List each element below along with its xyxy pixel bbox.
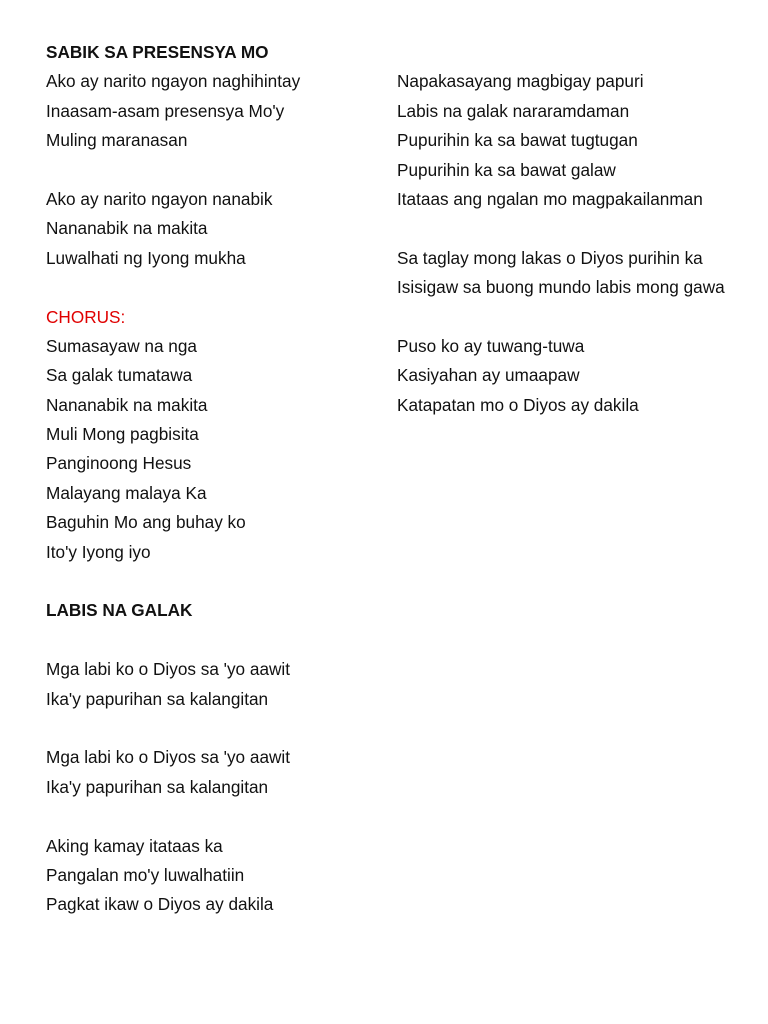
lyric-line: Ako ay narito ngayon naghihintay <box>46 71 301 92</box>
stanza-break <box>46 626 376 655</box>
lyric-line: Muling maranasan <box>46 130 188 151</box>
chorus-line: Baguhin Mo ang buhay ko <box>46 512 246 533</box>
lyric-line: Mga labi ko o Diyos sa 'yo aawit <box>46 659 291 680</box>
lyric-line: Pagkat ikaw o Diyos ay dakila <box>46 894 274 915</box>
lyric-line: Luwalhati ng Iyong mukha <box>46 247 246 268</box>
right-column <box>397 38 737 420</box>
lyric-line: Ika'y papurihan sa kalangitan <box>46 688 269 709</box>
chorus-line: Muli Mong pagbisita <box>46 424 199 445</box>
chorus-line: Panginoong Hesus <box>46 453 192 474</box>
lyric-line: Napakasayang magbigay papuri <box>397 71 644 92</box>
stanza-break <box>46 802 376 831</box>
lyric-line: Aking kamay itataas ka <box>46 835 223 856</box>
chorus-label: CHORUS: <box>46 306 126 327</box>
lyric-line: Isisigaw sa buong mundo labis mong gawa <box>397 277 725 298</box>
stanza-break <box>46 567 376 596</box>
lyric-line: Ako ay narito ngayon nanabik <box>46 188 273 209</box>
stanza-break <box>46 714 376 743</box>
lyric-line: Sa taglay mong lakas o Diyos purihin ka <box>397 247 703 268</box>
left-column <box>46 38 376 920</box>
lyric-line: Inaasam-asam presensya Mo'y <box>46 100 285 121</box>
chorus-line: Sa galak tumatawa <box>46 365 193 386</box>
lyric-line: Mga labi ko o Diyos sa 'yo aawit <box>46 747 291 768</box>
lyric-line: Itataas ang ngalan mo magpakailanman <box>397 188 703 209</box>
stanza-break <box>46 156 376 185</box>
title-spacer <box>397 38 737 67</box>
lyric-line: Pupurihin ka sa bawat tugtugan <box>397 130 638 151</box>
lyric-line: Pangalan mo'y luwalhatiin <box>46 864 245 885</box>
chorus-line: Malayang malaya Ka <box>46 482 207 503</box>
stanza-break <box>397 303 737 332</box>
chorus-line: Ito'y Iyong iyo <box>46 541 151 562</box>
song-title-labis: LABIS NA GALAK <box>46 600 193 621</box>
song-title-sabik: SABIK SA PRESENSYA MO <box>46 42 269 62</box>
lyric-line: Puso ko ay tuwang-tuwa <box>397 335 585 356</box>
lyric-line: Pupurihin ka sa bawat galaw <box>397 159 616 180</box>
chorus-line: Sumasayaw na nga <box>46 335 197 356</box>
lyric-line: Nananabik na makita <box>46 218 208 239</box>
stanza-break <box>46 273 376 302</box>
chorus-line: Nananabik na makita <box>46 394 208 415</box>
stanza-break <box>397 214 737 243</box>
lyric-line: Ika'y papurihan sa kalangitan <box>46 776 269 797</box>
lyric-line: Katapatan mo o Diyos ay dakila <box>397 394 639 415</box>
lyric-line: Kasiyahan ay umaapaw <box>397 365 580 386</box>
lyric-line: Labis na galak nararamdaman <box>397 100 630 121</box>
